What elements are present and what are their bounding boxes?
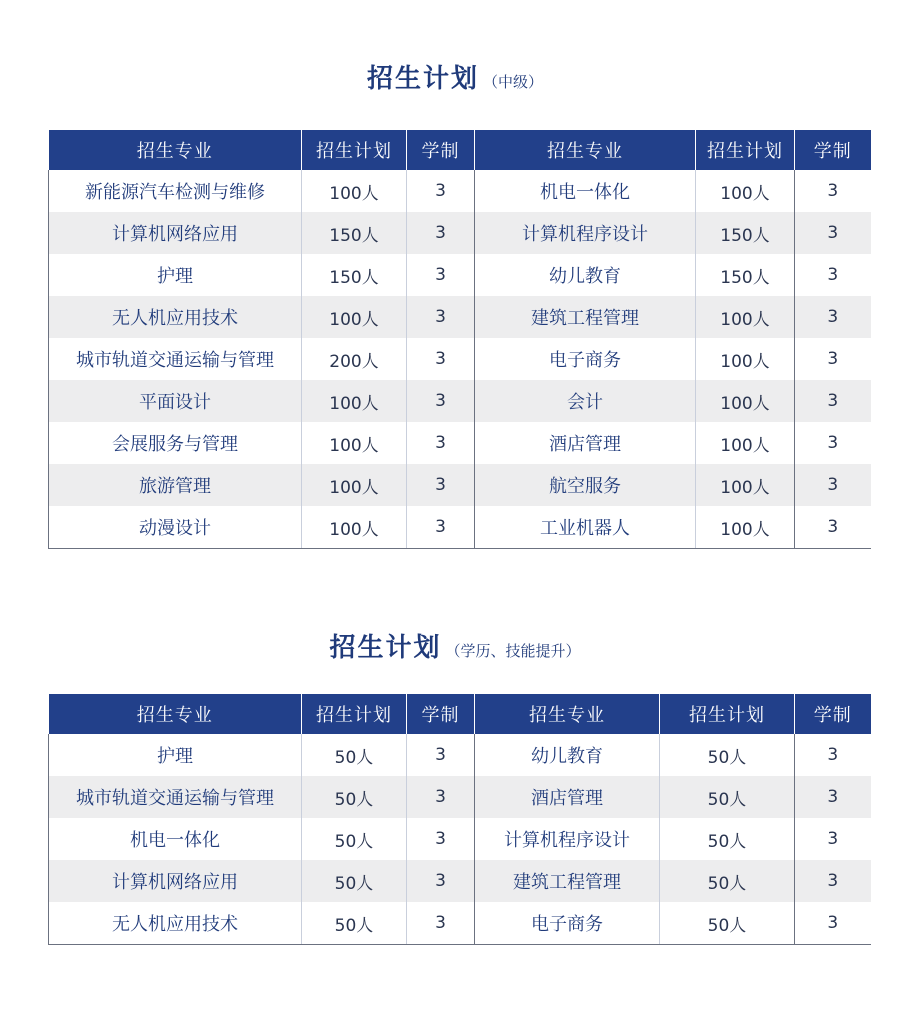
header-plan: 招生计划 [660,694,795,734]
duration-cell: 3 [827,181,839,201]
header-major: 招生专业 [49,694,302,734]
table-row [49,422,871,464]
header-duration: 学制 [407,694,475,734]
plan-cell: 100人 [696,464,795,506]
duration-cell: 3 [827,265,839,285]
major-cell: 会展服务与管理 [49,422,302,464]
duration-cell: 3 [407,776,475,818]
plan-cell: 50人 [660,902,795,945]
plan-cell: 100人 [696,296,795,338]
duration-cell: 3 [827,829,839,849]
major-cell: 计算机网络应用 [49,860,302,902]
duration-cell: 3 [795,776,871,818]
duration-cell: 3 [407,464,475,506]
duration-cell: 3 [827,433,839,453]
plan-cell: 150人 [696,254,795,296]
major-cell: 无人机应用技术 [49,902,302,945]
table-row [49,776,871,818]
table-row [49,170,871,212]
header-major: 招生专业 [475,130,696,170]
duration-cell: 3 [795,212,871,254]
duration-cell: 3 [407,422,475,464]
duration-cell: 3 [795,902,871,945]
plan-cell: 50人 [302,902,407,945]
plan-cell: 100人 [696,170,795,212]
header-duration: 学制 [795,694,871,734]
duration-cell: 3 [407,734,475,776]
major-cell: 工业机器人 [475,506,696,549]
plan-cell: 50人 [302,860,407,902]
section-title-intermediate [0,58,910,95]
header-plan: 招生计划 [696,130,795,170]
plan-cell: 200人 [302,338,407,380]
major-cell: 机电一体化 [475,170,696,212]
major-cell: 城市轨道交通运输与管理 [49,776,302,818]
plan-cell: 100人 [302,464,407,506]
duration-cell: 3 [407,212,475,254]
plan-cell: 100人 [696,380,795,422]
duration-cell: 3 [827,349,839,369]
plan-cell: 50人 [660,776,795,818]
section-title-upgrade [0,627,910,664]
plan-cell: 50人 [302,776,407,818]
duration-cell: 3 [407,254,475,296]
plan-cell: 100人 [302,170,407,212]
major-cell: 计算机程序设计 [475,818,660,860]
header-duration: 学制 [407,130,475,170]
duration-cell: 3 [407,338,475,380]
table-row [49,464,871,506]
duration-cell: 3 [407,902,475,945]
plan-cell: 50人 [660,818,795,860]
table-row [49,734,871,776]
header-major: 招生专业 [475,694,660,734]
header-plan: 招生计划 [302,694,407,734]
header-plan: 招生计划 [302,130,407,170]
plan-cell: 50人 [660,860,795,902]
table-row [49,212,871,254]
major-cell: 会计 [475,380,696,422]
duration-cell: 3 [795,860,871,902]
plan-cell: 150人 [302,212,407,254]
major-cell: 电子商务 [475,902,660,945]
major-cell: 城市轨道交通运输与管理 [49,338,302,380]
table-row [49,338,871,380]
table-row [49,818,871,860]
major-cell: 电子商务 [475,338,696,380]
duration-cell: 3 [407,818,475,860]
section-title-text: 招生计划 [329,633,442,663]
section-subtitle: （学历、技能提升） [445,642,581,660]
plan-cell: 150人 [302,254,407,296]
major-cell: 酒店管理 [475,422,696,464]
plan-cell: 100人 [302,380,407,422]
table-header-row [49,130,871,170]
duration-cell: 3 [407,170,475,212]
duration-cell: 3 [827,745,839,765]
section-subtitle: （中级） [483,73,544,91]
plan-cell: 100人 [302,296,407,338]
major-cell: 无人机应用技术 [49,296,302,338]
table-row [49,860,871,902]
major-cell: 航空服务 [475,464,696,506]
enrollment-table-upgrade [48,694,871,945]
enrollment-table-intermediate [48,130,871,549]
plan-cell: 100人 [302,506,407,549]
table-header-row [49,694,871,734]
major-cell: 动漫设计 [49,506,302,549]
major-cell: 建筑工程管理 [475,296,696,338]
table-row [49,380,871,422]
table-row [49,506,871,549]
section-title-text: 招生计划 [366,64,479,94]
major-cell: 计算机程序设计 [475,212,696,254]
duration-cell: 3 [407,296,475,338]
duration-cell: 3 [795,506,871,549]
major-cell: 建筑工程管理 [475,860,660,902]
table-row [49,902,871,945]
plan-cell: 100人 [696,422,795,464]
plan-cell: 150人 [696,212,795,254]
table-row [49,254,871,296]
table-row [49,296,871,338]
major-cell: 酒店管理 [475,776,660,818]
duration-cell: 3 [795,380,871,422]
major-cell: 新能源汽车检测与维修 [49,170,302,212]
duration-cell: 3 [795,464,871,506]
duration-cell: 3 [407,380,475,422]
plan-cell: 50人 [660,734,795,776]
duration-cell: 3 [407,860,475,902]
major-cell: 旅游管理 [49,464,302,506]
header-major: 招生专业 [49,130,302,170]
major-cell: 幼儿教育 [475,734,660,776]
plan-cell: 50人 [302,734,407,776]
major-cell: 计算机网络应用 [49,212,302,254]
plan-cell: 50人 [302,818,407,860]
major-cell: 幼儿教育 [475,254,696,296]
plan-cell: 100人 [696,506,795,549]
duration-cell: 3 [407,506,475,549]
plan-cell: 100人 [302,422,407,464]
major-cell: 平面设计 [49,380,302,422]
duration-cell: 3 [795,296,871,338]
major-cell: 护理 [49,734,302,776]
plan-cell: 100人 [696,338,795,380]
major-cell: 护理 [49,254,302,296]
header-duration: 学制 [795,130,871,170]
major-cell: 机电一体化 [49,818,302,860]
